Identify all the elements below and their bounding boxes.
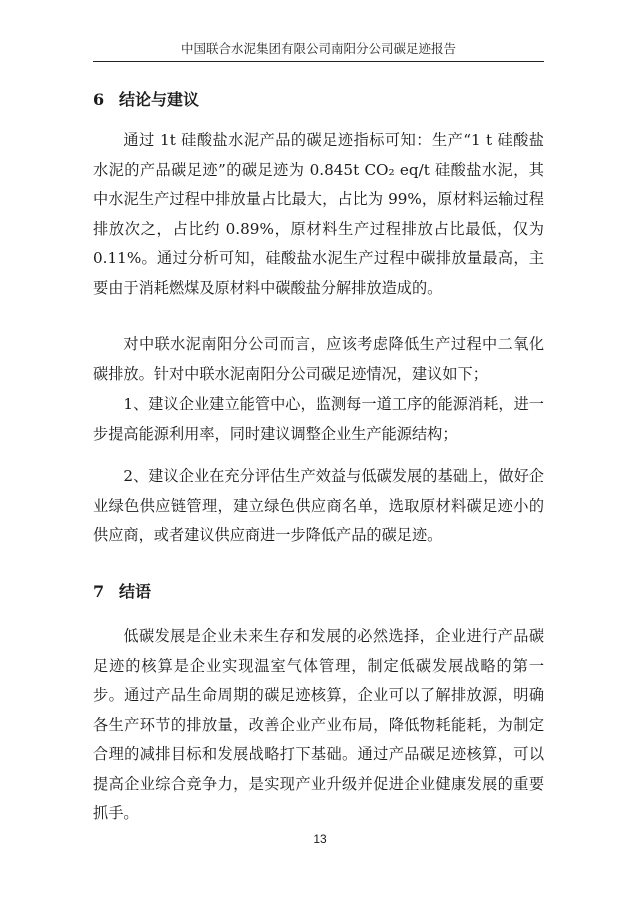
running-header: 中国联合水泥集团有限公司南阳分公司碳足迹报告 (180, 41, 456, 56)
header-rule (93, 61, 544, 62)
section-7-paragraph-1: 低碳发展是企业未来生存和发展的必然选择，企业进行产品碳足迹的核算是企业实现温室气体管理，制定低碳发展战略的第一步。通过产品生命周期的碳足迹核算，企业可以了解排放源，明确各生产环节的排放量，改善企业产业布局，降低物耗能耗，为制定合理的减排目标和发展战略打下基础。通过产品碳足迹核算，可以提高企业综合竞争力，是实现产业升级并促进企业健康发展的重要抓手。 (93, 627, 544, 822)
section-6-paragraph-3: 1、建议企业建立能管中心，监测每一道工序的能源消耗，进一步提高能源利用率，同时建议调整企业生产能源结构； (93, 395, 544, 443)
section-6-number: 6 (93, 90, 105, 109)
section-6-paragraph-4: 2、建议企业在充分评估生产效益与低碳发展的基础上，做好企业绿色供应链管理，建立绿色供应商名单，选取原材料碳足迹小的供应商，或者建议供应商进一步降低产品的碳足迹。 (93, 467, 544, 544)
section-6-title: 结论与建议 (119, 90, 200, 109)
section-6-paragraph-1: 通过 1t 硅酸盐水泥产品的碳足迹指标可知：生产“1 t 硅酸盐水泥的产品碳足迹”的碳足迹为 0.845t CO₂ eq/t 硅酸盐水泥，其中水泥生产过程中排放量占比最大，占比为 99%，原材料运输过程排放次之，占比约 0.89%，原材料生产过程排放占比最低，仅为 0.11%。通过分析可知，硅酸盐水泥生产过程中碳排放量最高，主要由于消耗燃煤及原材料中碳酸盐分解排放造成的。 (93, 131, 544, 297)
page-number: 13 (313, 832, 327, 846)
section-7-number: 7 (93, 582, 105, 601)
section-6-heading (93, 90, 199, 110)
section-6-paragraph-2: 对中联水泥南阳分公司而言，应该考虑降低生产过程中二氧化碳排放。针对中联水泥南阳分公司碳足迹情况，建议如下； (93, 335, 544, 383)
section-7-title: 结语 (119, 582, 152, 601)
section-7-heading (93, 582, 151, 602)
